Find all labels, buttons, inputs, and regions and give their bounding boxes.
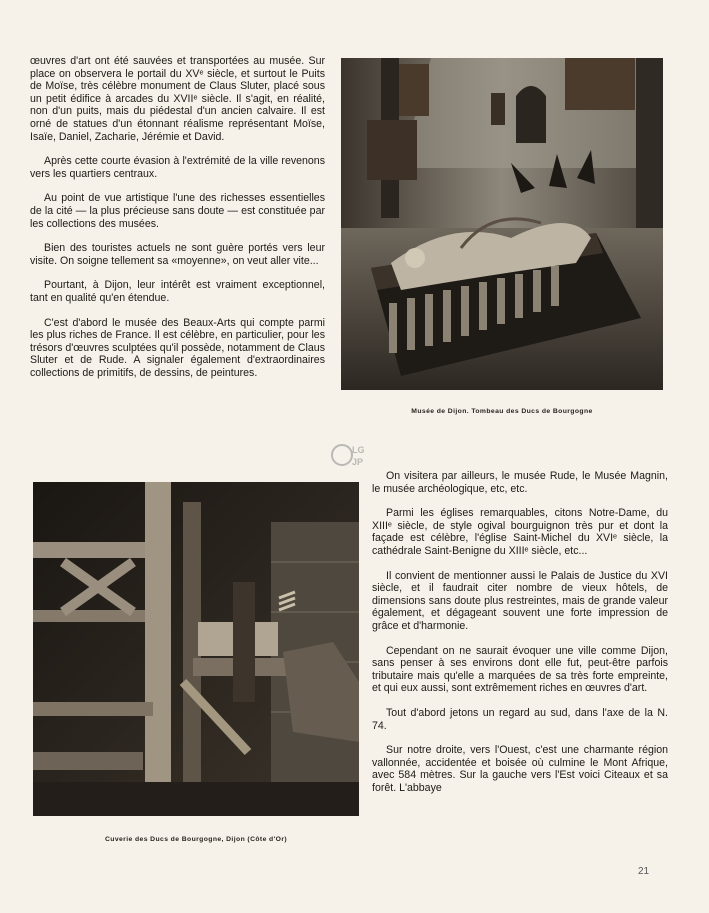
- photo-wine-press: [33, 482, 359, 816]
- paragraph: Après cette courte évasion à l'extrémité de la ville revenons vers les quartiers centraux.: [30, 155, 325, 180]
- photo-caption: Musée de Dijon. Tombeau des Ducs de Bourgogne: [411, 408, 593, 415]
- paragraph: C'est d'abord le musée des Beaux-Arts qui compte parmi les plus riches de France. Il est célèbre, en particulier, pour les trésors d'œuvres sculptées qu'il possède, notamment de Claus Sluter et de Rude. A signaler également d'extraordinaires collections de primitifs, de dessins, de peintures.: [30, 316, 325, 379]
- page-number: 21: [638, 866, 650, 877]
- paragraph: Sur notre droite, vers l'Ouest, c'est une charmante région vallonnée, accidentée et boisée où culmine le Mont Afrique, avec 584 mètres. Sur la gauche vers l'Est voici Citeaux et sa forêt. L'abbaye: [372, 744, 668, 794]
- paragraph: Pourtant, à Dijon, leur intérêt est vraiment exceptionnel, tant en qualité qu'en étendue.: [30, 279, 325, 304]
- library-stamp: [330, 440, 376, 470]
- paragraph: Bien des touristes actuels ne sont guère portés vers leur visite. On soigne tellement sa «moyenne», on veut aller vite...: [30, 242, 325, 267]
- paragraph: Cependant on ne saurait évoquer une ville comme Dijon, sans penser à ses environs dont elle fut, peut-être parfois tributaire mais qu'elle a marquées de sa très forte empreinte, et qui eux aussi, sont extrêmement riches en œuvres d'art.: [372, 644, 668, 695]
- left-text-column: [30, 55, 325, 391]
- svg-text:LG: LG: [352, 445, 365, 455]
- paragraph: On visitera par ailleurs, le musée Rude, le Musée Magnin, le musée archéologique, etc, etc.: [372, 470, 668, 495]
- right-text-column: [372, 470, 668, 806]
- paragraph: Il convient de mentionner aussi le Palais de Justice du XVI siècle, et il faudrait citer nombre de vieux hôtels, de dimensions sans doute plus restreintes, mais de grande valeur également, et dégageant souvent une forte impression de grâce et d'harmonie.: [372, 569, 668, 632]
- paragraph: Au point de vue artistique l'une des richesses essentielles de la cité — la plus précieuse sans doute — est constituée par les collections des musées.: [30, 192, 325, 230]
- photo-tomb-of-dukes: [341, 58, 663, 390]
- paragraph: Tout d'abord jetons un regard au sud, dans l'axe de la N. 74.: [372, 706, 668, 732]
- svg-text:JP: JP: [352, 457, 364, 467]
- paragraph: Parmi les églises remarquables, citons Notre-Dame, du XIIIᵉ siècle, de style ogival bourguignon très pur et dont la façade est célèbre, l'église Saint-Michel du XVIᵉ siècle, la cathédrale Saint-Benigne du XIIIᵉ siècle, etc...: [372, 507, 668, 557]
- paragraph: œuvres d'art ont été sauvées et transportées au musée. Sur place on observera le portail du XVᵉ siècle, et surtout le Puits de Moïse, très célèbre monument de Claus Sluter, placé sous un petit édifice à arcades du XVIIᵉ siècle. Il s'agit, en réalité, non d'un puits, mais du piédestal d'un ancien calvaire. Il est orné de statues d'un étonnant réalisme représentant Moïse, Isaïe, Daniel, Zacharie, Jérémie et David.: [30, 55, 325, 143]
- photo-caption: Cuverie des Ducs de Bourgogne, Dijon (Côte d'Or): [104, 836, 288, 843]
